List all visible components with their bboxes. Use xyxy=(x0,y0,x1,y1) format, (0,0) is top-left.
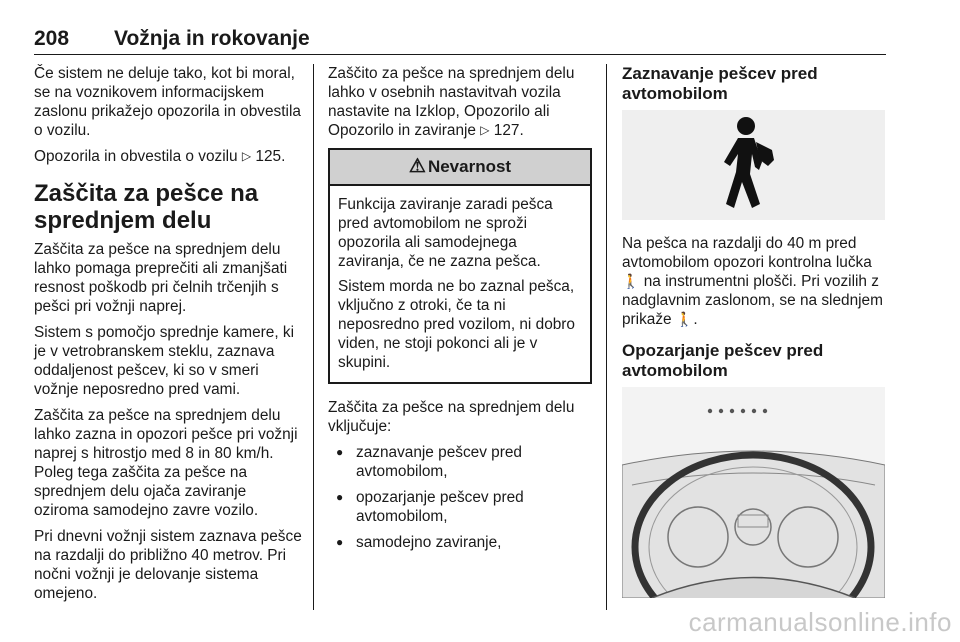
column-3 xyxy=(622,64,885,598)
windshield-dashboard-drawing xyxy=(622,387,885,598)
paragraph-text: Zaščito za pešce na sprednjem delu lahko v osebnih nastavitvah vozila nastavite na Izklop, Opozorilo ali Opozorilo in zaviranje xyxy=(328,65,575,139)
paragraph xyxy=(622,234,885,329)
paragraph: Zaščita za pešce na sprednjem delu lahko pomaga preprečiti ali zmanjšati resnost poškodb pri čelnih trčenjih s pešci pri vožnji naprej. xyxy=(34,241,288,315)
page-number: 208 xyxy=(34,27,70,50)
pedestrian-icon: 🚶 xyxy=(675,311,694,327)
column-divider xyxy=(313,64,314,610)
page-reference[interactable]: 125. xyxy=(255,148,286,165)
paragraph: Pri dnevni vožnji sistem zaznava pešce na razdalji do približno 40 metrov. Pri nočni vožnji je delovanje sistema omejeno. xyxy=(34,528,302,602)
list-item: ● opozarjanje pešcev pred avtomobilom, xyxy=(328,488,592,526)
paragraph: Zaščita za pešce na sprednjem delu vključuje: xyxy=(328,399,575,435)
warning-triangle-icon: ⚠ xyxy=(408,156,426,177)
paragraph xyxy=(34,147,302,166)
warning-header xyxy=(330,150,590,186)
pedestrian-icon: 🚶 xyxy=(622,273,640,289)
paragraph xyxy=(328,64,592,140)
running-title: Vožnja in rokovanje xyxy=(114,27,310,50)
subsection-heading: Opozarjanje pešcev pred avtomobilom xyxy=(622,341,824,380)
column-1 xyxy=(34,64,302,610)
warning-body xyxy=(330,186,590,382)
column-divider xyxy=(606,64,607,610)
pedestrian-warning-illustration xyxy=(622,110,885,220)
watermark: carmanualsonline.info xyxy=(688,607,952,637)
list-item: ● samodejno zaviranje, xyxy=(328,533,592,552)
paragraph-text: . xyxy=(693,311,698,328)
paragraph-text: Opozorila in obvestila o vozilu xyxy=(34,148,242,165)
subsection-heading: Zaznavanje pešcev pred avtomobilom xyxy=(622,64,818,103)
header-rule xyxy=(34,54,886,55)
page-reference-arrow-icon: ▷ xyxy=(241,149,252,163)
dashboard-illustration xyxy=(622,387,885,598)
paragraph: Sistem s pomočjo sprednje kamere, ki je v vetrobranskem steklu, zaznava oddaljenost pešcev, ki so v smeri vožnje neposredno pred vami. xyxy=(34,324,295,398)
column-2 xyxy=(328,64,592,559)
page-reference[interactable]: 127. xyxy=(493,122,524,139)
paragraph: Če sistem ne deluje tako, kot bi moral, se na voznikovem informacijskem zaslonu prikažejo opozorila in obvestila o vozilu. xyxy=(34,65,301,139)
warning-title: Nevarnost xyxy=(427,157,512,176)
paragraph: Zaščita za pešce na sprednjem delu lahko zazna in opozori pešce pri vožnji naprej s hitrostjo med 8 in 80 km/h. Poleg tega zaščita za pešce na sprednjem delu ojača zaviranje oziroma samodejno zavre vozilo. xyxy=(34,407,298,519)
page-header xyxy=(34,27,886,53)
feature-list xyxy=(328,443,592,552)
list-item: ● zaznavanje pešcev pred avtomobilom, xyxy=(328,443,592,481)
section-heading: Zaščita za pešce na sprednjem delu xyxy=(34,180,259,234)
paragraph-text: Na pešca na razdalji do 40 m pred avtomobilom opozori kontrolna lučka xyxy=(622,235,872,271)
warning-paragraph: Funkcija zaviranje zaradi pešca pred avtomobilom ne sproži opozorila ali samodejnega zaviranja, če ne zazna pešca. xyxy=(338,196,553,270)
pedestrian-icon xyxy=(622,110,885,220)
page-reference-arrow-icon: ▷ xyxy=(480,123,490,137)
warning-box xyxy=(328,148,592,384)
warning-paragraph: Sistem morda ne bo zaznal pešca, vključno z otroki, če ta ni neposredno pred vozilom, ni dobro viden, ne stoji pokonci ali je v skupini. xyxy=(338,278,575,371)
paragraph-text: na instrumentni plošči. Pri vozilih z nadglavnim zaslonom, se na slednjem prikaže xyxy=(622,273,883,328)
